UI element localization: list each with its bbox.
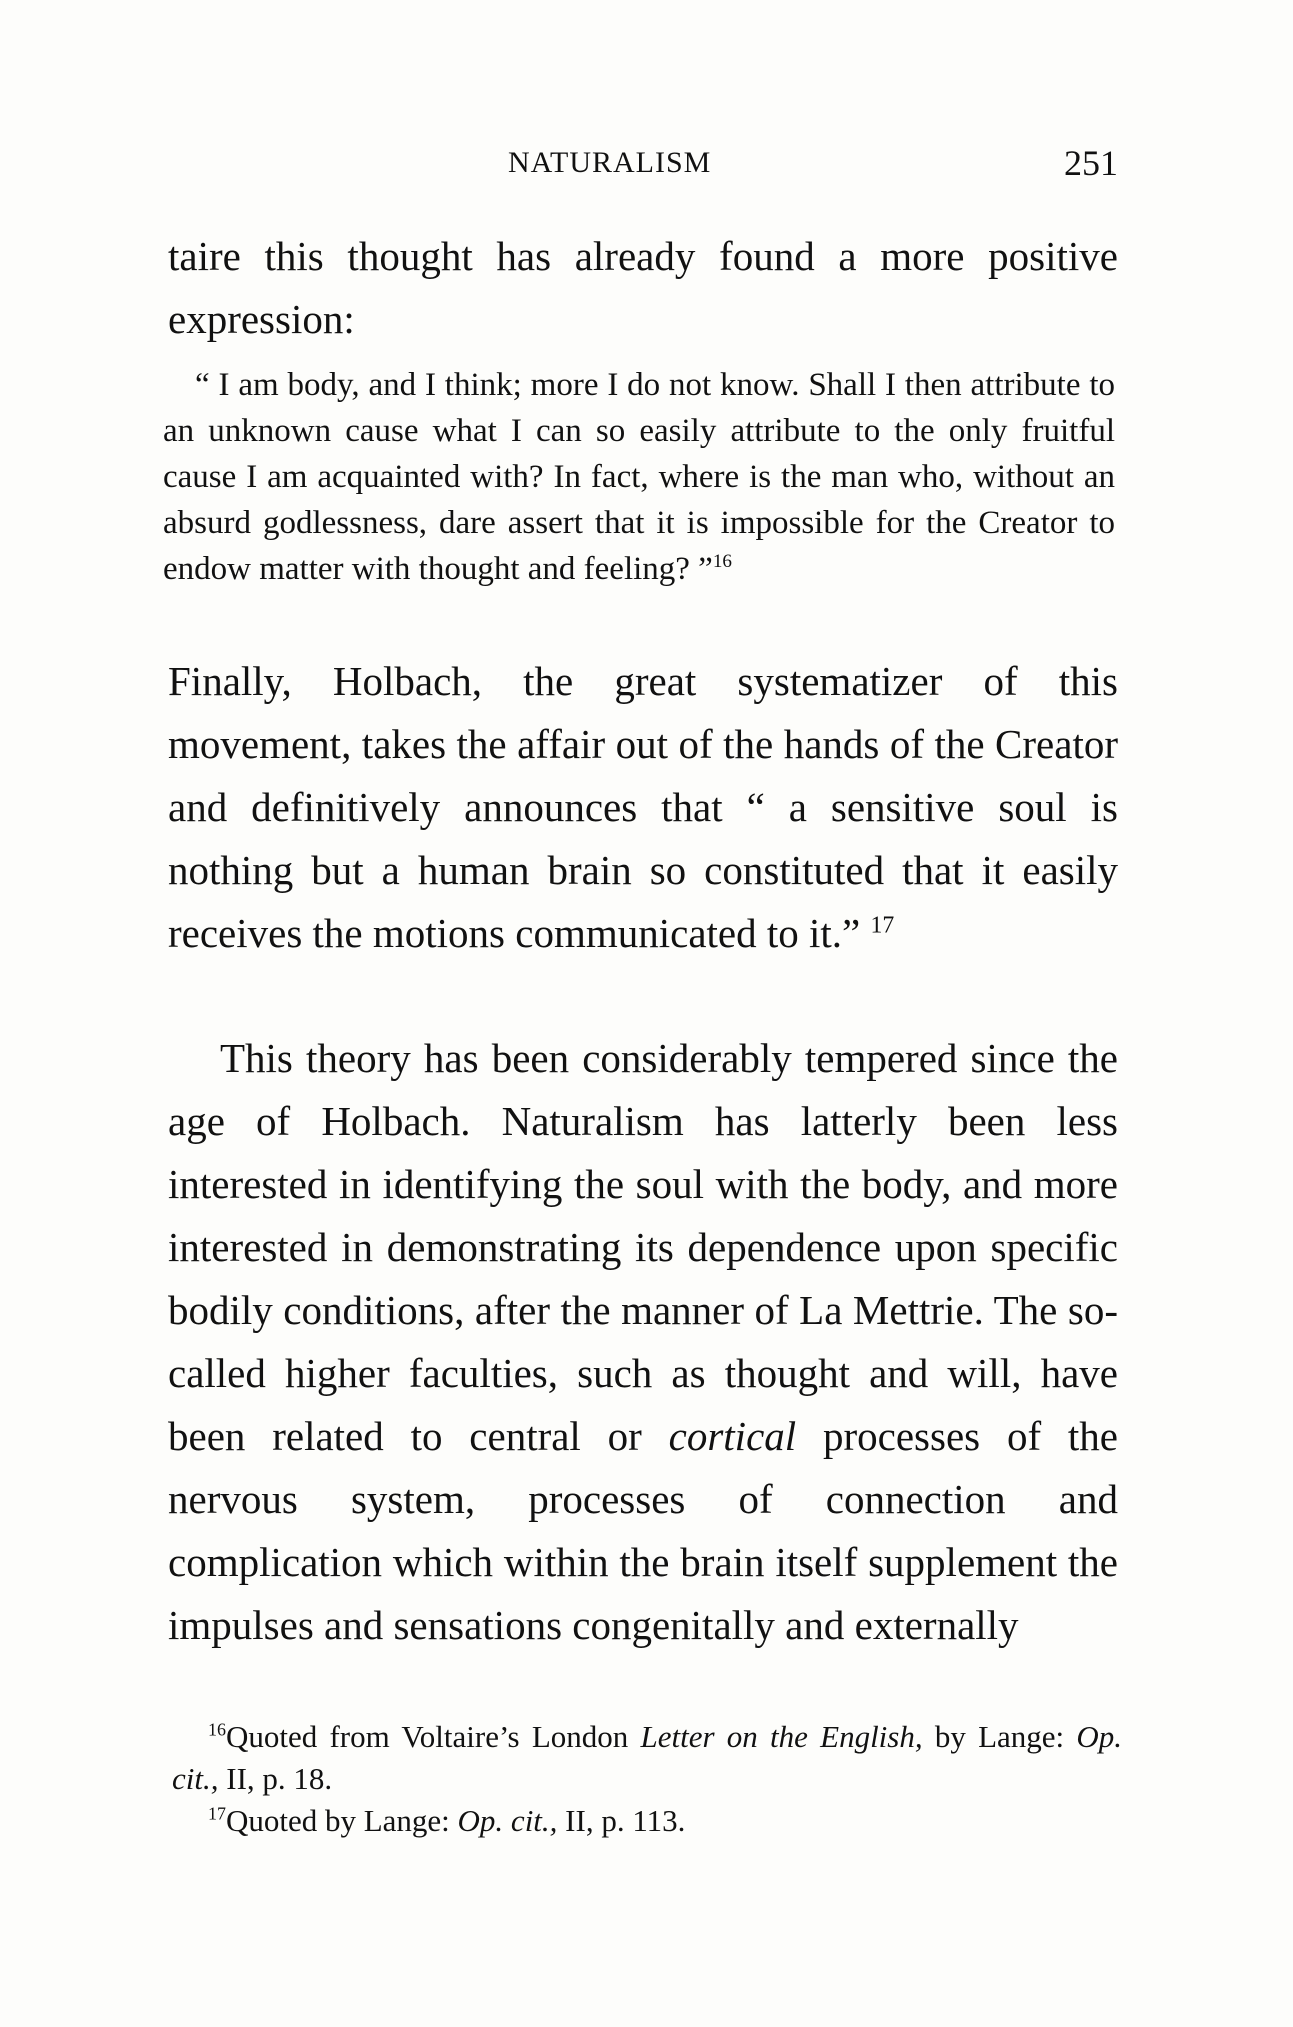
footnote-number: 17 bbox=[208, 1803, 226, 1824]
footnote-citation: Op. cit., bbox=[172, 1719, 1123, 1796]
paragraph-text bbox=[168, 650, 1118, 965]
block-quote bbox=[163, 362, 1115, 592]
footnote-title: Letter on the English, bbox=[640, 1719, 923, 1754]
paragraph-text: taire this thought has already found a more positive expression: bbox=[168, 233, 1118, 342]
footnote-17 bbox=[172, 1800, 1122, 1842]
footnote-citation: Op. cit., bbox=[457, 1803, 558, 1838]
footnote-text: Quoted from Voltaire’s London bbox=[225, 1719, 629, 1754]
emphasis-cortical: cortical bbox=[668, 1413, 797, 1459]
paragraph-continuation bbox=[168, 225, 1118, 351]
footnote-number: 16 bbox=[208, 1719, 226, 1740]
footnote-text: II, p. 18. bbox=[226, 1761, 333, 1796]
paragraph-body-start: This theory has been considerably tempered since the age of Holbach. Naturalism has latterly been less interested in identifying the soul with the body, and more interested in demonstrating its dependence upon specific bodily conditions, after the manner of La Mettrie. The so-called higher faculties, such as thought and will, have been related to central or bbox=[168, 1035, 1118, 1459]
paragraph-theory bbox=[168, 1027, 1118, 1657]
paragraph-text bbox=[168, 1027, 1118, 1657]
paragraph-holbach bbox=[168, 650, 1118, 965]
footnote-text: by Lange: bbox=[934, 1719, 1065, 1754]
page-header bbox=[168, 142, 1118, 192]
footnote-16 bbox=[172, 1716, 1122, 1800]
footnote-ref-16: 16 bbox=[712, 551, 732, 572]
footnote-ref-17: 17 bbox=[870, 912, 895, 939]
page-number: 251 bbox=[1064, 143, 1118, 183]
paragraph-body-end: processes of the nervous system, processes of connection and complication which within the brain itself supplement the impulses and sensations congenitally and externally bbox=[168, 1413, 1119, 1648]
running-head: NATURALISM bbox=[508, 146, 712, 179]
footnote-text: II, p. 113. bbox=[565, 1803, 686, 1838]
quote-text: “ I am body, and I think; more I do not know. Shall I then attribute to an unknown cause what I can so easily attribute to the only fruitful cause I am acquainted with? In fact, where is the man who, without an absurd godlessness, dare assert that it is impossible for the Creator to endow matter with thought and feeling? ” bbox=[163, 367, 1115, 587]
paragraph-body: Finally, Holbach, the great systematizer of this movement, takes the affair out of the hands of the Creator and definitively announces that “ a sensitive soul is nothing but a human brain so constituted that it easily receives the motions communicated to it.” bbox=[168, 658, 1118, 956]
footnotes bbox=[172, 1716, 1122, 1842]
footnote-text: Quoted by Lange: bbox=[225, 1803, 450, 1838]
